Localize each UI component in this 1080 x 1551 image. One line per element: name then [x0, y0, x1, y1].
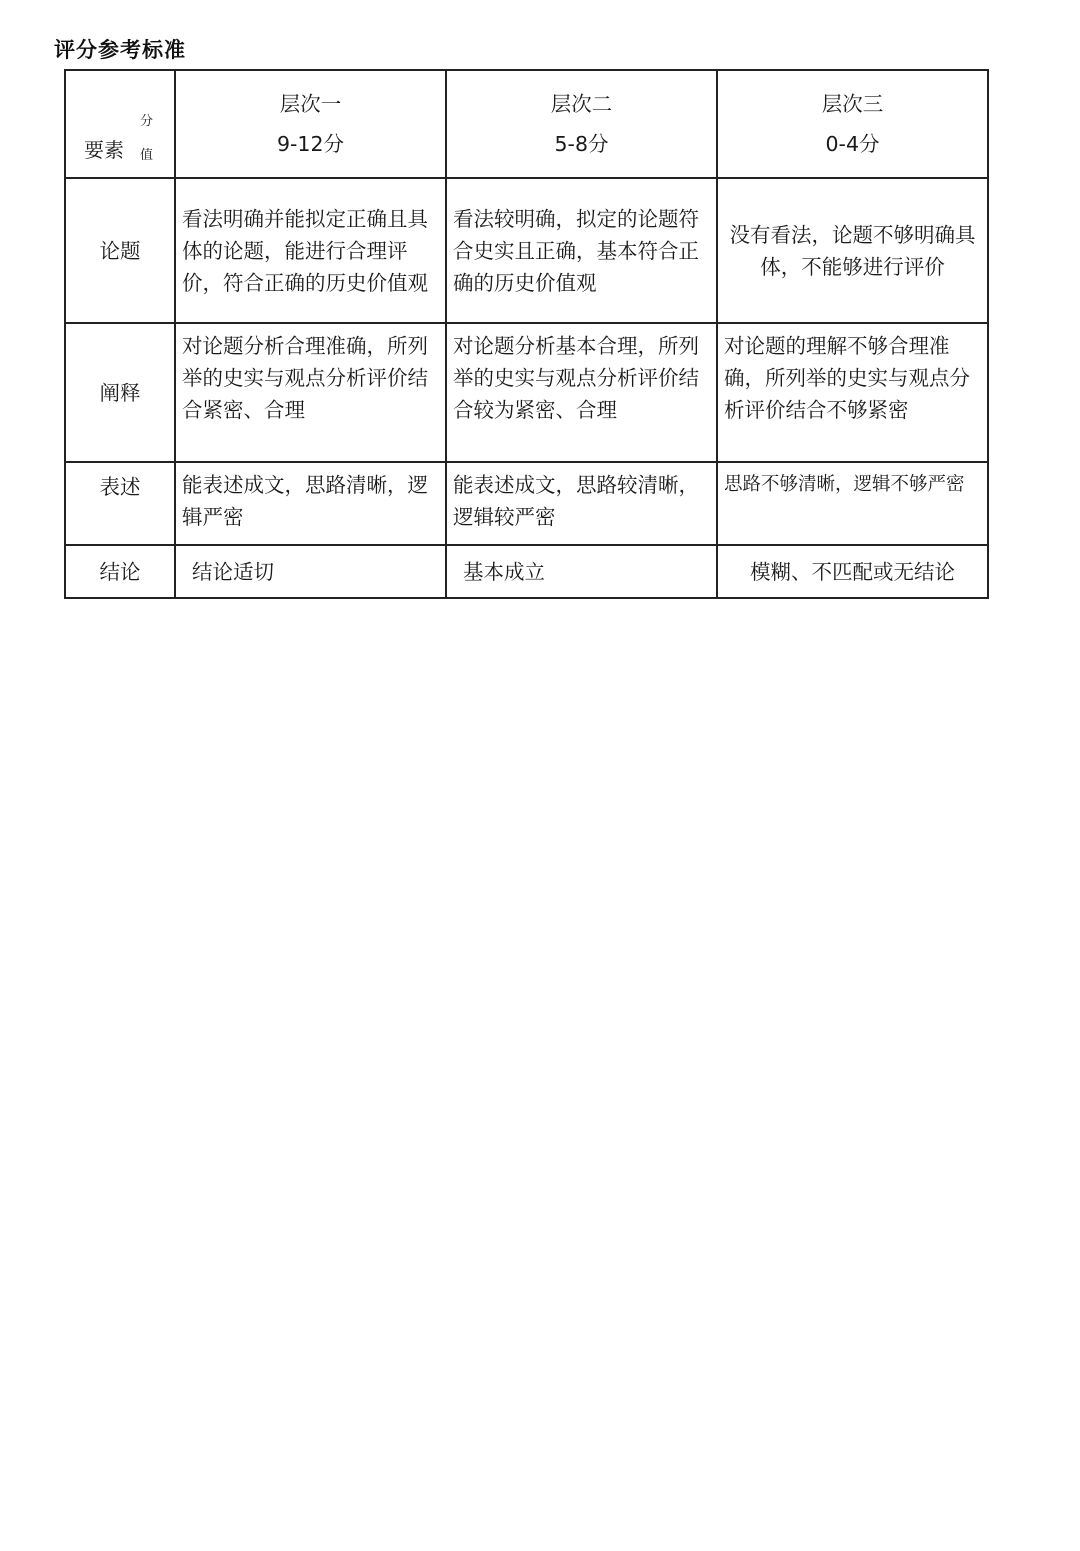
- criteria-cell: 对论题的理解不够合理准确，所列举的史实与观点分析评价结合不够紧密: [717, 323, 988, 462]
- corner-value-label: 值: [140, 148, 154, 163]
- element-label: 论题: [65, 178, 175, 323]
- level-name: 层次一: [279, 92, 342, 116]
- level-score: 9-12分: [276, 132, 345, 156]
- criteria-cell: 基本成立: [446, 545, 717, 598]
- element-label: 表述: [65, 462, 175, 545]
- level-score: 5-8分: [554, 132, 609, 156]
- table-row: [65, 545, 988, 598]
- criteria-cell: 看法明确并能拟定正确且具体的论题，能进行合理评价，符合正确的历史价值观: [175, 178, 446, 323]
- criteria-cell: 能表述成文，思路较清晰，逻辑较严密: [446, 462, 717, 545]
- criteria-cell: 对论题分析合理准确，所列举的史实与观点分析评价结合紧密、合理: [175, 323, 446, 462]
- corner-score-label: 分: [140, 114, 154, 129]
- level-score: 0-4分: [825, 132, 880, 156]
- criteria-cell: 模糊、不匹配或无结论: [717, 545, 988, 598]
- criteria-cell: 结论适切: [175, 545, 446, 598]
- header-corner-cell: [65, 70, 175, 178]
- criteria-cell: 思路不够清晰，逻辑不够严密: [717, 462, 988, 545]
- header-level-2: [446, 70, 717, 178]
- criteria-cell: 对论题分析基本合理，所列举的史实与观点分析评价结合较为紧密、合理: [446, 323, 717, 462]
- corner-element-label: 要素: [84, 138, 124, 162]
- table-row: [65, 323, 988, 462]
- level-name: 层次二: [550, 92, 613, 116]
- header-level-3: [717, 70, 988, 178]
- header-level-1: [175, 70, 446, 178]
- page-title: 评分参考标准: [54, 38, 186, 62]
- level-name: 层次三: [821, 92, 884, 116]
- rubric-table: [64, 69, 989, 599]
- element-label: 结论: [65, 545, 175, 598]
- criteria-cell: 看法较明确，拟定的论题符合史实且正确，基本符合正确的历史价值观: [446, 178, 717, 323]
- criteria-cell: 没有看法，论题不够明确具体，不能够进行评价: [717, 178, 988, 323]
- table-header-row: [65, 70, 988, 178]
- element-label: 阐释: [65, 323, 175, 462]
- criteria-cell: 能表述成文，思路清晰，逻辑严密: [175, 462, 446, 545]
- table-row: [65, 178, 988, 323]
- table-row: [65, 462, 988, 545]
